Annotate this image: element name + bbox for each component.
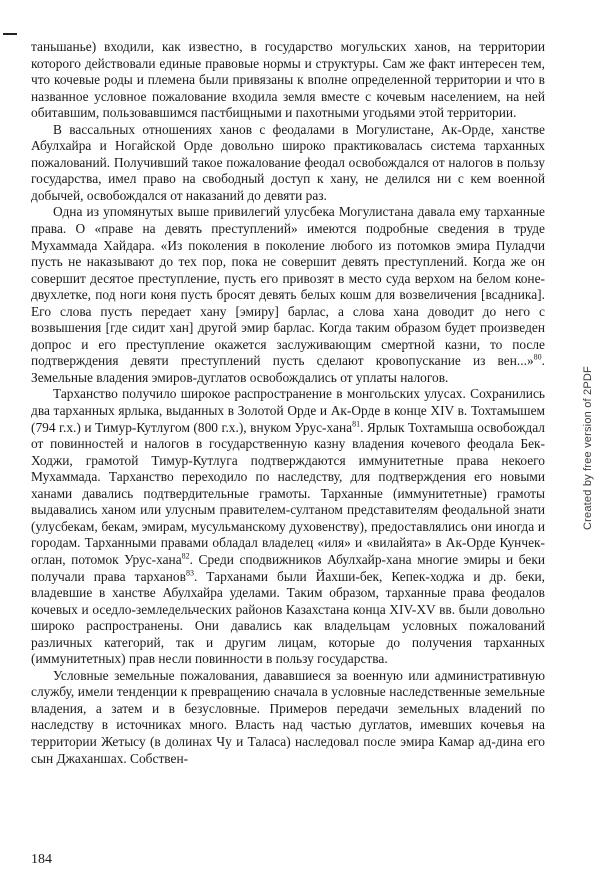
watermark-text: Created by free version of 2PDF (582, 366, 594, 530)
footnote-ref-82: 82 (181, 551, 190, 561)
paragraph-3-text-after: . Земельные владения эмиров-дуглатов освобождались от уплаты налогов. (31, 353, 545, 385)
page-corner-mark (3, 33, 17, 35)
footnote-ref-80: 80 (533, 352, 542, 362)
footnote-ref-81: 81 (352, 419, 361, 429)
paragraph-4-text-after-2: . Среди сподвижников Абулхайр-хана многие эмиры и беки получали права тарханов (31, 551, 545, 584)
paragraph-1-text: таньшанье) входили, как известно, в государство могульских ханов, на территории которого действовали единые правовые нормы и структуры. Сам же факт интересен тем, что кочевые роды и племена были привязаны к вполне определенной территории и что в названное условное пожалование входила земля вместе с кочевым населением, на ней обитавшим, пользовавшимся пастбищными и пахотными угодьями этой территории. (31, 39, 545, 121)
paragraph-4-text-after: . Ярлык Тохтамыша освобождал от повинностей и налогов в государственную казну владения кочевого феодала Бек-Ходжи, грамотой Тимур-Кутлуга подтверждаются иммунитетные права некоего Мухаммада. Тарханство переходило по наследству, для подтверждения его новыми ханами давались подтвердительные грамоты. Тарханные (иммунитетные) грамоты выдавались ханом или улусным правителем-султаном представителям феодальной знати (улусбекам, бекам, эмирам, мусульманскому духовенству), предоставлялись они иногда и городам. Тарханными правами обладал владелец «иля» и «вилайята» в Ак-Орде Кунчек-оглан, потомок Урус-хана (31, 419, 545, 567)
paragraph-2-text: В вассальных отношениях ханов с феодалами в Могулистане, Ак-Орде, ханстве Абулхайра и Ногайской Орде довольно широко практиковалась система тарханных пожалований. Получивший такое пожалование феодал освобождался от налогов в пользу государства, имел право на свободный доступ к хану, не делился ни с кем военной добычей, освобождался от наказаний до девяти раз. (31, 121, 545, 203)
paragraph-3 (31, 204, 545, 386)
paragraph-5 (31, 668, 545, 767)
page-body (31, 39, 545, 767)
footnote-ref-83: 83 (185, 568, 194, 578)
paragraph-4 (31, 386, 545, 667)
paragraph-1 (31, 39, 545, 122)
page-number: 184 (31, 852, 52, 867)
paragraph-4-text-after-3: . Тарханами были Йахши-бек, Кепек-ходжа и др. беки, владевшие в ханстве Абулхайра уделами. Таким образом, тарханные права феодалов кочевых и оседло-земледельческих районов Казахстана конца XIV-XV вв. были довольно широко распространены. Они давались как владельцам условных пожалований различных категорий, так и другим лицам, которые до получения тарханных (иммунитетных) прав несли повинности в пользу государства. (31, 568, 545, 667)
paragraph-5-text: Условные земельные пожалования, дававшиеся за военную или административную службу, имели тенденции к превращению сначала в условные наследственные земельные владения, а затем и в безусловные. Примеров передачи земельных владений по наследству в источниках много. Власть над частью дуглатов, имевших кочевья на территории Жетысу (в долинах Чу и Таласа) наследовал после эмира Камар ад-дина его сын Джаханшах. Собствен- (31, 667, 545, 766)
paragraph-3-text: Одна из упомянутых выше привилегий улусбека Могулистана давала ему тарханные права. О «праве на девять преступлений» имеются подробные сведения в труде Мухаммада Хайдара. «Из поколения в поколение любого из потомков эмира Пуладчи пусть не наказывают до тех пор, пока не совершит девять преступлений. Когда же он совершит десятое преступление, пусть его привозят в место суда верхом на белом коне-двухлетке, под ноги коня пусть бросят девять белых кошм для возвеличения [всадника]. Его слова пусть передает хану [эмиру] барлас, а слова хана доводит до него с возвышения [где сидит хан] другой эмир барлас. Когда таким образом будет произведен допрос и его преступление окажется заслуживающим смертной казни, то после подтверждения девяти преступлений пусть сделают кровопускание из вен...» (31, 204, 545, 369)
paragraph-2 (31, 122, 545, 205)
paragraph-4-text: Тарханство получило широкое распространение в монгольских улусах. Сохранились два тарханных ярлыка, выданных в Золотой Орде и Ак-Орде в конце XIV в. Тохтамышем (794 г.х.) и Тимур-Кутлугом (800 г.х.), внуком Урус-хана (31, 386, 545, 435)
